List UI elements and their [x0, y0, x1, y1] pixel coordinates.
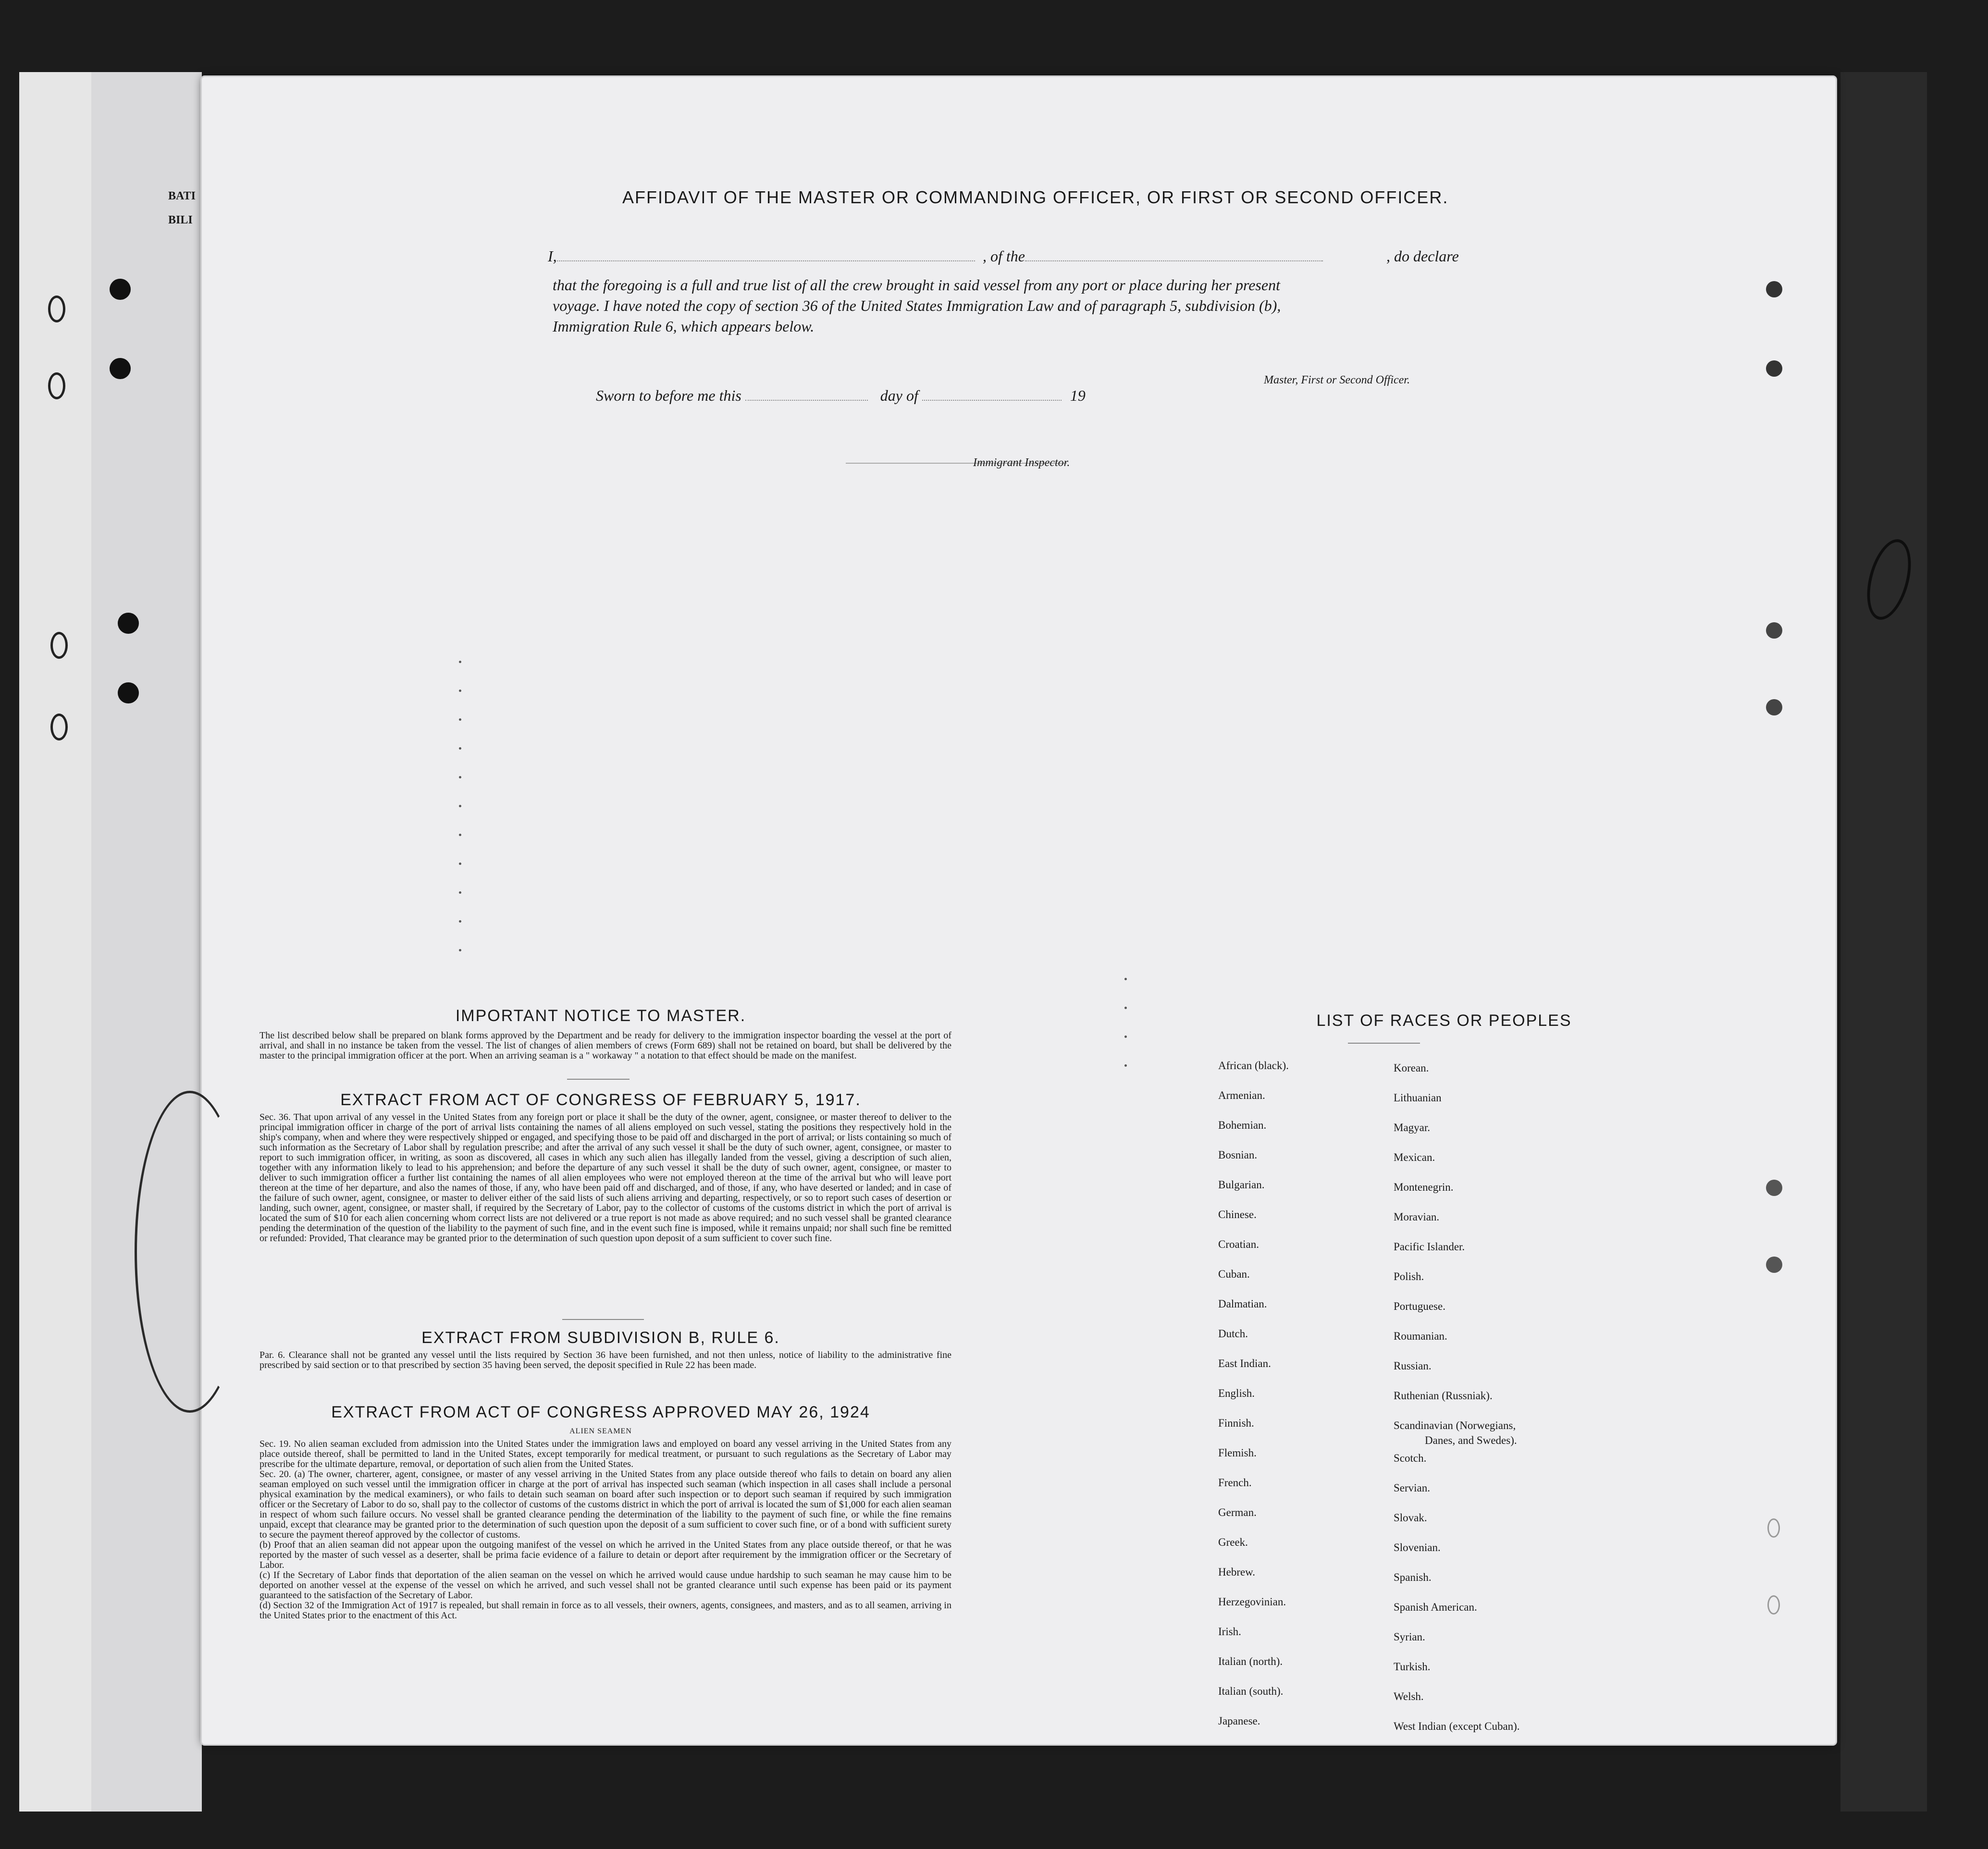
sec-20d: (d) Section 32 of the Immigration Act of 1917 is repealed, but shall remain in force as to all vessels, their owners, agents, consignees, and masters, and as to all seamen, arriving in the United States prior to the enactment of this Act. [259, 1600, 951, 1621]
ring-mark [48, 296, 65, 322]
race-right-9: Portuguese. [1394, 1300, 1445, 1312]
race-left-14: Flemish. [1218, 1447, 1257, 1459]
extract-1917-rule [562, 1319, 644, 1320]
races-heading: LIST OF RACES OR PEOPLES [1316, 1011, 1572, 1030]
race-right-7: Pacific Islander. [1394, 1241, 1465, 1253]
subdivision-b-heading: EXTRACT FROM SUBDIVISION B, RULE 6. [421, 1329, 780, 1347]
race-left-8: Cuban. [1218, 1268, 1250, 1280]
affidavit-i-label: I, [548, 247, 557, 265]
race-right-19: Spanish American. [1394, 1601, 1477, 1613]
race-left-18: Hebrew. [1218, 1566, 1256, 1578]
race-right-22: Welsh. [1394, 1690, 1424, 1702]
page-punch-hole [1766, 622, 1782, 639]
year-label: 19 [1070, 387, 1086, 404]
race-right-12: Ruthenian (Russniak). [1394, 1390, 1493, 1402]
race-left-7: Croatian. [1218, 1238, 1259, 1250]
race-right-6: Moravian. [1394, 1211, 1440, 1223]
race-left-9: Dalmatian. [1218, 1298, 1267, 1310]
ring-mark [50, 714, 68, 740]
faint-mark [459, 891, 461, 894]
extract-1924-body [259, 1439, 951, 1621]
race-left-16: German. [1218, 1506, 1257, 1518]
race-right-23: West Indian (except Cuban). [1394, 1720, 1520, 1732]
affidavit-of-the [983, 247, 1323, 265]
of-the-label: , of the [983, 247, 1025, 265]
faint-mark [1124, 978, 1127, 980]
race-right-1: Korean. [1394, 1062, 1429, 1074]
sworn-day-field[interactable] [745, 387, 868, 401]
affidavit-line-2: voyage. I have noted the copy of section 36 of the United States Immigration Law and of paragraph 5, subdivision (b), [553, 297, 1281, 314]
race-left-4: Bosnian. [1218, 1149, 1258, 1161]
race-left-13: Finnish. [1218, 1417, 1254, 1429]
race-right-20: Syrian. [1394, 1631, 1425, 1643]
binder-hole [110, 358, 131, 379]
races-rule [1348, 1043, 1420, 1044]
subdivision-b-text: Par. 6. Clearance shall not be granted any vessel until the lists required by Section 36 have been furnished, and not then unless, notice of liability to the administrative fine prescribed by said section or to that prescribed by section 35 having been served, the deposit specified in Rule 22 has been made. [259, 1350, 951, 1370]
race-right-15: Servian. [1394, 1482, 1431, 1494]
margin-text-top: BATI [168, 190, 196, 202]
race-left-15: French. [1218, 1477, 1252, 1489]
right-edge [1840, 72, 1927, 1812]
race-left-5: Bulgarian. [1218, 1179, 1265, 1191]
sec-20b: (b) Proof that an alien seaman did not appear upon the outgoing manifest of the vessel on which he arrived in the United States from any place outside thereof, or that he was reported by the master of such vessel as a deserter, shall be prima facie evidence of a failure to detain or deport after requirement by the immigration officer or the Secretary of Labor. [259, 1540, 951, 1570]
race-left-19: Herzegovinian. [1218, 1596, 1286, 1608]
sworn-line [596, 387, 1086, 405]
ring-mark [1767, 1595, 1780, 1615]
faint-mark [459, 863, 461, 865]
page-punch-hole [1766, 699, 1782, 715]
race-right-5: Montenegrin. [1394, 1181, 1454, 1193]
faint-mark [459, 747, 461, 750]
affidavit-line-3: Immigration Rule 6, which appears below. [553, 318, 815, 335]
faint-mark [459, 805, 461, 807]
binder-hole [118, 682, 139, 703]
page-punch-hole [1766, 360, 1782, 377]
master-signature-label: Master, First or Second Officer. [1264, 374, 1410, 386]
faint-mark [1124, 1064, 1127, 1067]
left-edge-strip [19, 72, 91, 1812]
vessel-field[interactable] [1025, 248, 1323, 261]
extract-1924-subheading: ALIEN SEAMEN [569, 1427, 632, 1435]
margin-text-bottom: BILI [168, 214, 193, 226]
race-left-10: Dutch. [1218, 1328, 1248, 1340]
race-right-13-cont: Danes, and Swedes). [1425, 1434, 1517, 1446]
extract-1917-text: Sec. 36. That upon arrival of any vessel in the United States from any foreign port or place it shall be the duty of the owner, agent, consignee, or master thereof to deliver to the principal immigration officer in charge of the port of arrival lists containing the names of all aliens employed on such vessel, stating the positions they respectively hold in the ship's company, when and where they were respectively shipped or engaged, and specifying those to be paid off and discharged in the port of arrival; or lists containing so much of such information as the Secretary of Labor shall by regulation prescribe; and after the arrival of any such vessel it shall be the duty of such owner, agent, consignee, or master to report to such immigration officer, in writing, as soon as discovered, all cases in which any such alien has illegally landed from the vessel, giving a description of such alien, together with any information likely to lead to his apprehension; and before the departure of any such vessel it shall be the duty of such owner, agent, consignee, or master to deliver to such immigration officer a further list containing the names of all alien employees who were not employed thereon at the time of the arrival but who will leave port thereon at the time of her departure, and also the names of those, if any, who have been paid off and discharged, and of those, if any, who have deserted or landed; and in case of the failure of such owner, agent, consignee, or master to deliver either of the said lists of such aliens arriving and departing, respectively, or so to report such cases of desertion or landing, such owner, agent, consignee, or master shall, if required by the Secretary of Labor, pay to the collector of customs of the customs district in which the port of arrival is located the sum of $10 for each alien concerning whom correct lists are not delivered or a true report is not made as above required; and no such vessel shall be granted clearance pending the determination of the question of the liability to the payment of such fine, and in the event such fine is imposed, while it remains unpaid; nor shall such fine be remitted or refunded: Provided, That clearance may be granted prior to the determination of such question upon deposit of a sum sufficient to cover such fine. [259, 1112, 951, 1244]
race-left-12: English. [1218, 1387, 1255, 1399]
ring-mark [1767, 1518, 1780, 1538]
faint-mark [1124, 1007, 1127, 1009]
notice-rule [567, 1079, 630, 1080]
sworn-label: Sworn to before me this [596, 387, 741, 404]
do-declare: , do declare [1386, 247, 1459, 265]
faint-mark [459, 718, 461, 721]
race-left-21: Italian (north). [1218, 1655, 1283, 1667]
race-left-11: East Indian. [1218, 1357, 1271, 1369]
race-right-16: Slovak. [1394, 1512, 1427, 1524]
page-punch-hole [1766, 1180, 1782, 1196]
affidavit-line-1: that the foregoing is a full and true list of all the crew brought in said vessel from any port or place during her present [553, 276, 1280, 294]
faint-mark [459, 920, 461, 923]
race-right-18: Spanish. [1394, 1571, 1432, 1583]
sworn-month-field[interactable] [922, 387, 1062, 401]
page-punch-hole [1766, 281, 1782, 297]
faint-mark [459, 776, 461, 778]
inspector-label: Immigrant Inspector. [973, 456, 1070, 469]
faint-mark [459, 690, 461, 692]
extract-1924-heading: EXTRACT FROM ACT OF CONGRESS APPROVED MAY 26, 1924 [331, 1403, 870, 1421]
notice-heading: IMPORTANT NOTICE TO MASTER. [455, 1007, 746, 1025]
race-right-8: Polish. [1394, 1270, 1424, 1282]
faint-mark [459, 949, 461, 951]
race-left-6: Chinese. [1218, 1208, 1257, 1220]
sec-19: Sec. 19. No alien seaman excluded from admission into the United States under the immigration laws and employed on board any vessel arriving in the United States from any place outside thereof, shall be permitted to land in the United States, except temporarily for medical treatment, or pursuant to such regulations as the Secretary of Labor may prescribe for the ultimate departure, removal, or deportation of such alien from the United States. [259, 1439, 951, 1469]
ring-mark [48, 372, 65, 399]
race-right-13: Scandinavian (Norwegians, [1394, 1419, 1516, 1431]
binder-hole [110, 279, 131, 300]
race-right-4: Mexican. [1394, 1151, 1435, 1163]
race-right-3: Magyar. [1394, 1122, 1431, 1134]
affidavit-i [548, 247, 975, 265]
name-field[interactable] [557, 248, 975, 261]
sec-20c: (c) If the Secretary of Labor finds that deportation of the alien seaman on the vessel on which he arrived would cause undue hardship to such seaman he may cause him to be deported on another vessel at the expense of the vessel on which he arrived, and such vessel shall not be granted clearance until such expense has been paid or its payment guaranteed to the satisfaction of the Secretary of Labor. [259, 1570, 951, 1601]
race-left-22: Italian (south). [1218, 1685, 1284, 1697]
race-left-17: Greek. [1218, 1536, 1248, 1548]
notice-text: The list described below shall be prepared on blank forms approved by the Department and be ready for delivery to the immigration inspector boarding the vessel at the port of arrival, and shall in no instance be taken from the vessel. The list of changes of alien members of crews (Form 689) shall not be retained on board, but shall be delivered by the master to the principal immigration officer at the port. When an arriving seaman is a " workaway " a notation to that effect should be made on the manifest. [259, 1030, 951, 1061]
race-right-14: Scotch. [1394, 1452, 1427, 1464]
race-right-10: Roumanian. [1394, 1330, 1447, 1342]
manifest-page [202, 77, 1836, 1744]
race-right-2: Lithuanian [1394, 1092, 1442, 1104]
affidavit-title: AFFIDAVIT OF THE MASTER OR COMMANDING OFFICER, OR FIRST OR SECOND OFFICER. [622, 187, 1449, 207]
page-punch-hole [1766, 1257, 1782, 1273]
extract-1917-heading: EXTRACT FROM ACT OF CONGRESS OF FEBRUARY 5, 1917. [340, 1091, 861, 1109]
race-right-11: Russian. [1394, 1360, 1432, 1372]
left-edge-inner [91, 72, 202, 1812]
race-left-23: Japanese. [1218, 1715, 1260, 1727]
faint-mark [1124, 1035, 1127, 1038]
faint-mark [459, 834, 461, 836]
race-left-20: Irish. [1218, 1626, 1241, 1638]
faint-mark [459, 661, 461, 663]
ink-bracket-mark [135, 1091, 245, 1413]
race-right-17: Slovenian. [1394, 1541, 1441, 1553]
ring-mark [50, 632, 68, 659]
race-right-21: Turkish. [1394, 1661, 1431, 1673]
sec-20a: Sec. 20. (a) The owner, charterer, agent, consignee, or master of any vessel arriving in the United States from any place outside thereof who fails to detain on board any alien seaman employed on such vessel until the immigration officer in charge at the port of arrival has inspected such seaman (which inspection in all cases shall include a personal physical examination by the medical examiners), or who fails to detain such seaman on board after such inspection or to deport such seaman if required by such immigration officer or the Secretary of Labor to do so, shall pay to the collector of customs of the customs district in which the port of arrival is located the sum of $1,000 for each alien seaman in respect of whom such failure occurs. No vessel shall be granted clearance pending the determination of the liability to the payment of such fine, or while the fine remains unpaid, except that clearance may be granted prior to the determination of such question upon the deposit of a sum sufficient to cover such fine, or of a bond with sufficient surety to secure the payment thereof approved by the collector of customs. [259, 1469, 951, 1540]
binder-hole [118, 613, 139, 634]
race-left-1: African (black). [1218, 1060, 1289, 1072]
race-left-2: Armenian. [1218, 1089, 1265, 1101]
race-left-3: Bohemian. [1218, 1119, 1267, 1131]
day-of-label: day of [880, 387, 918, 404]
